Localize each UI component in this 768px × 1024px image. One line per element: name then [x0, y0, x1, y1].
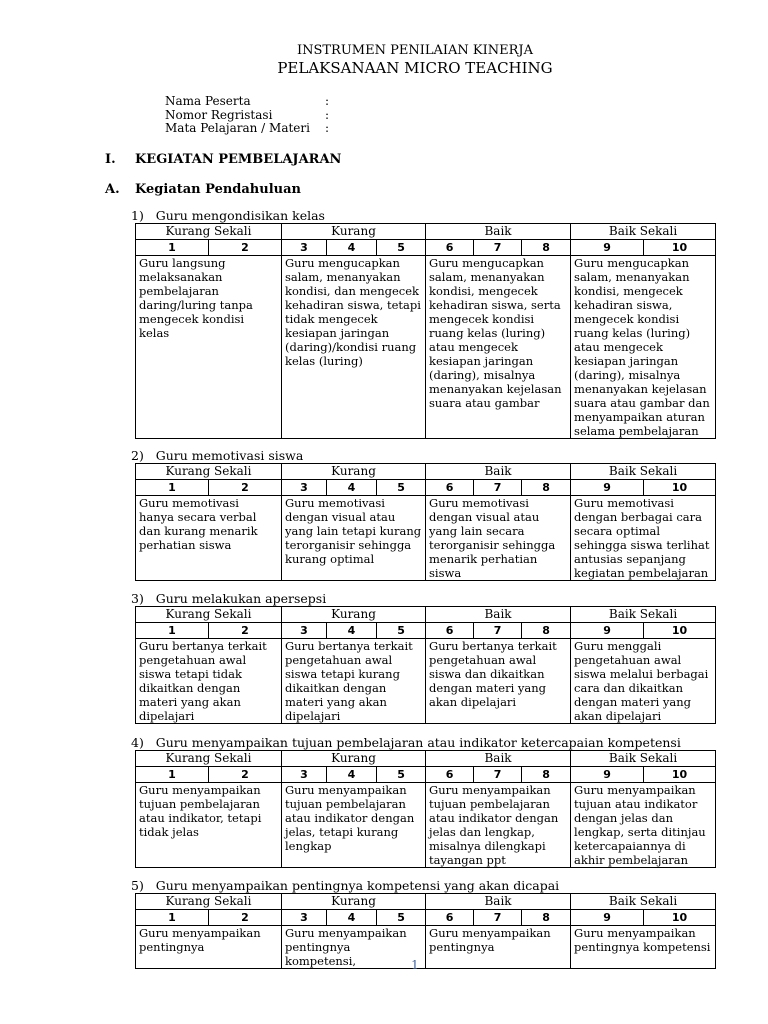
level-baik: Baik [426, 464, 571, 480]
rubric-table [135, 223, 716, 439]
score-2[interactable]: 2 [209, 767, 282, 783]
desc-kurang-sekali: Guru menyampaikan tujuan pembelajaran atau indikator, tetapi tidak jelas [136, 783, 282, 868]
level-baik-sekali: Baik Sekali [571, 751, 716, 767]
level-kurang-sekali: Kurang Sekali [136, 464, 282, 480]
level-kurang-sekali: Kurang Sekali [136, 894, 282, 910]
score-3[interactable]: 3 [282, 910, 327, 926]
identity-label-registration: Nomor Regristasi [165, 108, 273, 122]
desc-baik-sekali: Guru memotivasi dengan berbagai cara secara optimal sehingga siswa terlihat antusias sepanjang kegiatan pembelajaran [571, 496, 716, 581]
score-8[interactable]: 8 [522, 767, 571, 783]
score-6[interactable]: 6 [426, 240, 474, 256]
score-1[interactable]: 1 [136, 480, 209, 496]
level-baik: Baik [426, 751, 571, 767]
desc-baik-sekali: Guru menyampaikan tujuan atau indikator dengan jelas dan lengkap, serta ditinjau ketercapaiannya di akhir pembelajaran [571, 783, 716, 868]
score-9[interactable]: 9 [571, 767, 644, 783]
level-baik-sekali: Baik Sekali [571, 607, 716, 623]
score-5[interactable]: 5 [377, 910, 426, 926]
score-9[interactable]: 9 [571, 240, 644, 256]
desc-baik: Guru bertanya terkait pengetahuan awal siswa dan dikaitkan dengan materi yang akan dipelajari [426, 639, 571, 724]
section-number: I. [105, 152, 116, 167]
score-7[interactable]: 7 [474, 623, 522, 639]
rubric-table [135, 750, 716, 868]
level-kurang-sekali: Kurang Sekali [136, 751, 282, 767]
desc-kurang: Guru menyampaikan tujuan pembelajaran atau indikator dengan jelas, tetapi kurang lengkap [282, 783, 426, 868]
score-9[interactable]: 9 [571, 623, 644, 639]
score-7[interactable]: 7 [474, 480, 522, 496]
score-7[interactable]: 7 [474, 240, 522, 256]
desc-kurang: Guru bertanya terkait pengetahuan awal siswa tetapi kurang dikaitkan dengan materi yang akan dipelajari [282, 639, 426, 724]
score-5[interactable]: 5 [377, 480, 426, 496]
subsection-title: Kegiatan Pendahuluan [135, 182, 301, 197]
score-10[interactable]: 10 [644, 623, 716, 639]
score-1[interactable]: 1 [136, 240, 209, 256]
desc-kurang: Guru memotivasi dengan visual atau yang lain tetapi kurang terorganisir sehingga kurang optimal [282, 496, 426, 581]
score-1[interactable]: 1 [136, 767, 209, 783]
item-title: 4) Guru menyampaikan tujuan pembelajaran atau indikator ketercapaian kompetensi [131, 735, 681, 750]
score-2[interactable]: 2 [209, 240, 282, 256]
desc-baik-sekali: Guru mengucapkan salam, menanyakan kondisi, mengecek kehadiran siswa, mengecek kondisi ruang kelas (luring) atau mengecek kesiapan jaringan (daring), misalnya menanyakan kejelasan suara atau gambar dan menyampaikan aturan selama pembelajaran [571, 256, 716, 439]
item-title: 2) Guru memotivasi siswa [131, 448, 304, 463]
desc-kurang: Guru menyampaikan pentingnya kompetensi, [282, 926, 426, 969]
score-9[interactable]: 9 [571, 480, 644, 496]
level-kurang: Kurang [282, 751, 426, 767]
level-baik: Baik [426, 607, 571, 623]
identity-colon-registration: : [325, 108, 330, 122]
score-7[interactable]: 7 [474, 910, 522, 926]
rubric-table [135, 606, 716, 724]
score-2[interactable]: 2 [209, 480, 282, 496]
desc-baik: Guru mengucapkan salam, menanyakan kondisi, mengecek kehadiran siswa, serta mengecek kondisi ruang kelas (luring) atau mengecek kesiapan jaringan (daring), misalnya menanyakan kejelasan suara atau gambar [426, 256, 571, 439]
score-8[interactable]: 8 [522, 480, 571, 496]
score-6[interactable]: 6 [426, 910, 474, 926]
score-2[interactable]: 2 [209, 623, 282, 639]
desc-baik-sekali: Guru menyampaikan pentingnya kompetensi [571, 926, 716, 969]
score-7[interactable]: 7 [474, 767, 522, 783]
score-6[interactable]: 6 [426, 480, 474, 496]
score-5[interactable]: 5 [377, 240, 426, 256]
score-10[interactable]: 10 [644, 240, 716, 256]
identity-label-name: Nama Peserta [165, 94, 251, 108]
level-kurang: Kurang [282, 607, 426, 623]
score-3[interactable]: 3 [282, 767, 327, 783]
level-baik-sekali: Baik Sekali [571, 224, 716, 240]
desc-baik-sekali: Guru menggali pengetahuan awal siswa melalui berbagai cara dan dikaitkan dengan materi yang akan dipelajari [571, 639, 716, 724]
level-baik: Baik [426, 224, 571, 240]
level-kurang: Kurang [282, 464, 426, 480]
desc-baik: Guru memotivasi dengan visual atau yang lain secara terorganisir sehingga menarik perhatian siswa [426, 496, 571, 581]
score-5[interactable]: 5 [377, 767, 426, 783]
score-10[interactable]: 10 [644, 767, 716, 783]
item-title: 1) Guru mengondisikan kelas [131, 208, 325, 223]
score-8[interactable]: 8 [522, 910, 571, 926]
desc-baik: Guru menyampaikan pentingnya [426, 926, 571, 969]
desc-kurang: Guru mengucapkan salam, menanyakan kondisi, dan mengecek kehadiran siswa, tetapi tidak mengecek kesiapan jaringan (daring)/kondisi ruang kelas (luring) [282, 256, 426, 439]
identity-colon-subject: : [325, 121, 330, 135]
item-title: 3) Guru melakukan apersepsi [131, 591, 327, 606]
document-title-line2: PELAKSANAAN MICRO TEACHING [277, 59, 553, 77]
score-8[interactable]: 8 [522, 623, 571, 639]
desc-baik: Guru menyampaikan tujuan pembelajaran atau indikator dengan jelas dan lengkap, misalnya dilengkapi tayangan ppt [426, 783, 571, 868]
desc-kurang-sekali: Guru menyampaikan pentingnya [136, 926, 282, 969]
score-4[interactable]: 4 [327, 767, 377, 783]
document-title-line1: INSTRUMEN PENILAIAN KINERJA [296, 43, 534, 58]
section-title: KEGIATAN PEMBELAJARAN [135, 152, 342, 167]
score-4[interactable]: 4 [327, 240, 377, 256]
score-4[interactable]: 4 [327, 910, 377, 926]
score-9[interactable]: 9 [571, 910, 644, 926]
item-title: 5) Guru menyampaikan pentingnya kompetensi yang akan dicapai [131, 878, 560, 893]
level-baik-sekali: Baik Sekali [571, 894, 716, 910]
score-6[interactable]: 6 [426, 623, 474, 639]
score-1[interactable]: 1 [136, 910, 209, 926]
rubric-table [135, 463, 716, 581]
subsection-letter: A. [105, 182, 120, 197]
level-kurang: Kurang [282, 894, 426, 910]
level-kurang-sekali: Kurang Sekali [136, 224, 282, 240]
page-number: 1 [411, 958, 419, 972]
score-10[interactable]: 10 [644, 910, 716, 926]
level-baik: Baik [426, 894, 571, 910]
level-baik-sekali: Baik Sekali [571, 464, 716, 480]
score-3[interactable]: 3 [282, 623, 327, 639]
score-1[interactable]: 1 [136, 623, 209, 639]
identity-colon-name: : [325, 94, 330, 108]
score-3[interactable]: 3 [282, 240, 327, 256]
score-4[interactable]: 4 [327, 480, 377, 496]
level-kurang: Kurang [282, 224, 426, 240]
identity-label-subject: Mata Pelajaran / Materi [165, 121, 310, 135]
score-5[interactable]: 5 [377, 623, 426, 639]
score-6[interactable]: 6 [426, 767, 474, 783]
level-kurang-sekali: Kurang Sekali [136, 607, 282, 623]
score-10[interactable]: 10 [644, 480, 716, 496]
desc-kurang-sekali: Guru langsung melaksanakan pembelajaran daring/luring tanpa mengecek kondisi kelas [136, 256, 282, 439]
score-2[interactable]: 2 [209, 910, 282, 926]
score-3[interactable]: 3 [282, 480, 327, 496]
desc-kurang-sekali: Guru bertanya terkait pengetahuan awal siswa tetapi tidak dikaitkan dengan materi yang akan dipelajari [136, 639, 282, 724]
score-8[interactable]: 8 [522, 240, 571, 256]
desc-kurang-sekali: Guru memotivasi hanya secara verbal dan kurang menarik perhatian siswa [136, 496, 282, 581]
score-4[interactable]: 4 [327, 623, 377, 639]
